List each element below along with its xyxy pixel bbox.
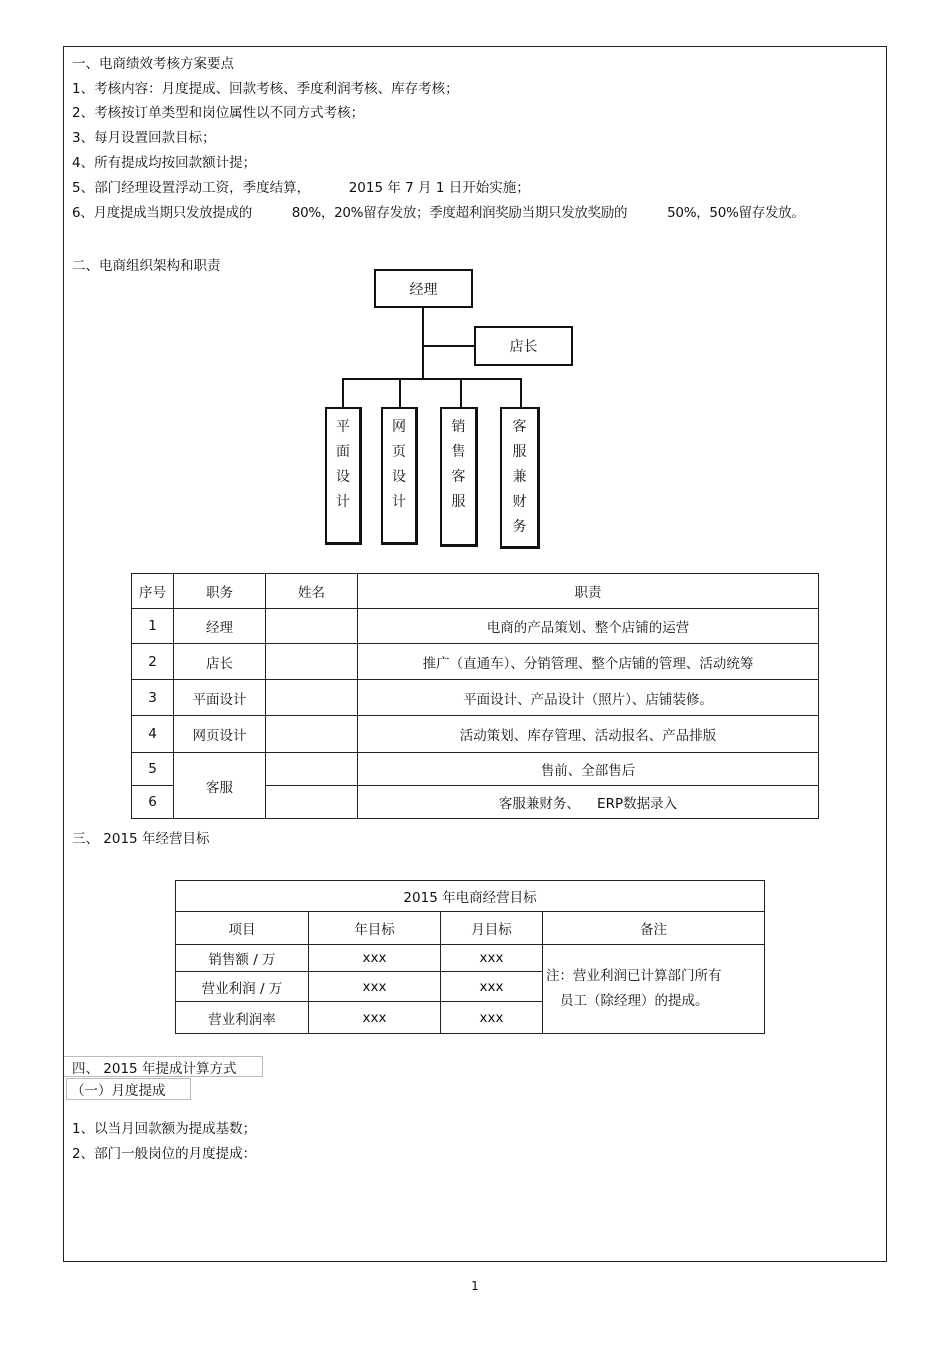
cell-year: xxx (309, 972, 441, 1002)
table-row (132, 716, 819, 753)
org-char: 财 (512, 494, 527, 510)
header-cell: 备注 (543, 912, 765, 945)
header-cell: 年目标 (309, 912, 441, 945)
table-row (132, 680, 819, 716)
cell-item: 营业利润率 (176, 1002, 309, 1034)
cell-year: xxx (309, 945, 441, 972)
cell-role: 平面设计 (174, 680, 266, 716)
org-char: 计 (336, 494, 350, 510)
target-table-header (176, 912, 765, 945)
cell-month: xxx (441, 972, 543, 1002)
cell-no: 2 (132, 644, 174, 680)
cell-no: 5 (132, 753, 174, 786)
cell-name (266, 644, 358, 680)
org-char: 销 (451, 419, 466, 435)
org-char: 计 (392, 494, 406, 510)
cell-duty: 活动策划、库存管理、活动报名、产品排版 (358, 716, 819, 753)
header-cell: 职务 (174, 574, 266, 609)
cell-duty: 售前、全部售后 (358, 753, 819, 786)
cell-name (266, 609, 358, 644)
duty-table (131, 573, 819, 819)
cell-item: 销售额 / 万 (176, 945, 309, 972)
cell-no: 4 (132, 716, 174, 753)
org-char: 平 (336, 419, 350, 435)
org-char: 客 (512, 419, 527, 435)
org-char: 设 (392, 469, 406, 485)
org-connector-drop-4 (520, 378, 522, 408)
header-cell: 序号 (132, 574, 174, 609)
table-row (176, 945, 765, 972)
section4-subtitle: （一）月度提成 (66, 1078, 191, 1100)
table-row (132, 753, 819, 786)
target-table (175, 880, 765, 1034)
page-number: 1 (471, 1279, 479, 1293)
org-char: 兼 (512, 469, 527, 485)
duty-table-header (132, 574, 819, 609)
org-connector-drop-2 (399, 378, 401, 408)
org-connector-bar (342, 378, 522, 380)
header-cell: 项目 (176, 912, 309, 945)
cell-duty: 平面设计、产品设计（照片）、店铺装修。 (358, 680, 819, 716)
cell-duty: 客服兼财务、 ERP数据录入 (358, 786, 819, 819)
org-box-sales-service (440, 407, 478, 547)
org-box-service-finance (500, 407, 540, 549)
cell-duty: 推广（直通车）、分销管理、整个店铺的管理、活动统筹 (358, 644, 819, 680)
org-box-store-manager: 店长 (474, 326, 573, 366)
cell-year: xxx (309, 1002, 441, 1034)
cell-role-merged: 客服 (174, 753, 266, 819)
target-table-caption-row (176, 881, 765, 912)
org-char: 服 (512, 444, 527, 460)
cell-no: 6 (132, 786, 174, 819)
org-char: 务 (512, 519, 527, 535)
cell-name (266, 753, 358, 786)
org-char: 售 (451, 444, 466, 460)
section1-item-2: 2、考核按订单类型和岗位属性以不同方式考核； (72, 105, 365, 121)
cell-no: 3 (132, 680, 174, 716)
cell-name (266, 716, 358, 753)
cell-note (543, 945, 765, 1034)
org-box-graphic-design (325, 407, 362, 545)
table-row (132, 644, 819, 680)
section1-item-3: 3、每月设置回款目标； (72, 130, 216, 146)
cell-month: xxx (441, 1002, 543, 1034)
org-char: 网 (392, 419, 406, 435)
org-box-manager: 经理 (374, 269, 473, 308)
cell-role: 店长 (174, 644, 266, 680)
section1-item-1: 1、考核内容：月度提成、回款考核、季度利润考核、库存考核； (72, 81, 459, 97)
org-char: 设 (336, 469, 350, 485)
section4-title: 四、 2015 年提成计算方式 (64, 1056, 263, 1077)
cell-name (266, 786, 358, 819)
section3-title: 三、 2015 年经营目标 (72, 831, 210, 847)
org-char: 客 (451, 469, 466, 485)
org-connector-side (422, 345, 474, 347)
org-char: 服 (451, 494, 466, 510)
section1-item-5: 5、部门经理设置浮动工资，季度结算， 2015 年 7 月 1 日开始实施； (72, 180, 530, 196)
header-cell: 月目标 (441, 912, 543, 945)
cell-item: 营业利润 / 万 (176, 972, 309, 1002)
target-table-caption: 2015 年电商经营目标 (176, 881, 765, 912)
cell-role: 经理 (174, 609, 266, 644)
header-cell: 职责 (358, 574, 819, 609)
cell-month: xxx (441, 945, 543, 972)
cell-role: 网页设计 (174, 716, 266, 753)
cell-no: 1 (132, 609, 174, 644)
org-connector-drop-1 (342, 378, 344, 408)
org-char: 页 (392, 444, 406, 460)
org-connector-main (422, 308, 424, 379)
section1-title: 一、电商绩效考核方案要点 (72, 56, 234, 72)
org-connector-drop-3 (460, 378, 462, 408)
org-box-web-design (381, 407, 418, 545)
cell-name (266, 680, 358, 716)
header-cell: 姓名 (266, 574, 358, 609)
note-line-1: 注：营业利润已计算部门所有 (546, 968, 722, 984)
section1-item-4: 4、所有提成均按回款额计提； (72, 155, 257, 171)
org-char: 面 (336, 444, 350, 460)
section2-title: 二、电商组织架构和职责 (72, 258, 221, 274)
table-row (132, 609, 819, 644)
section4-item-1: 1、以当月回款额为提成基数； (72, 1121, 257, 1137)
note-line-2: 员工（除经理）的提成。 (560, 993, 709, 1009)
section4-item-2: 2、部门一般岗位的月度提成： (72, 1146, 257, 1162)
section1-item-6: 6、月度提成当期只发放提成的 80%，20%留存发放；季度超利润奖励当期只发放奖励的 50%，50%留存发放。 (72, 205, 805, 221)
cell-duty: 电商的产品策划、整个店铺的运营 (358, 609, 819, 644)
